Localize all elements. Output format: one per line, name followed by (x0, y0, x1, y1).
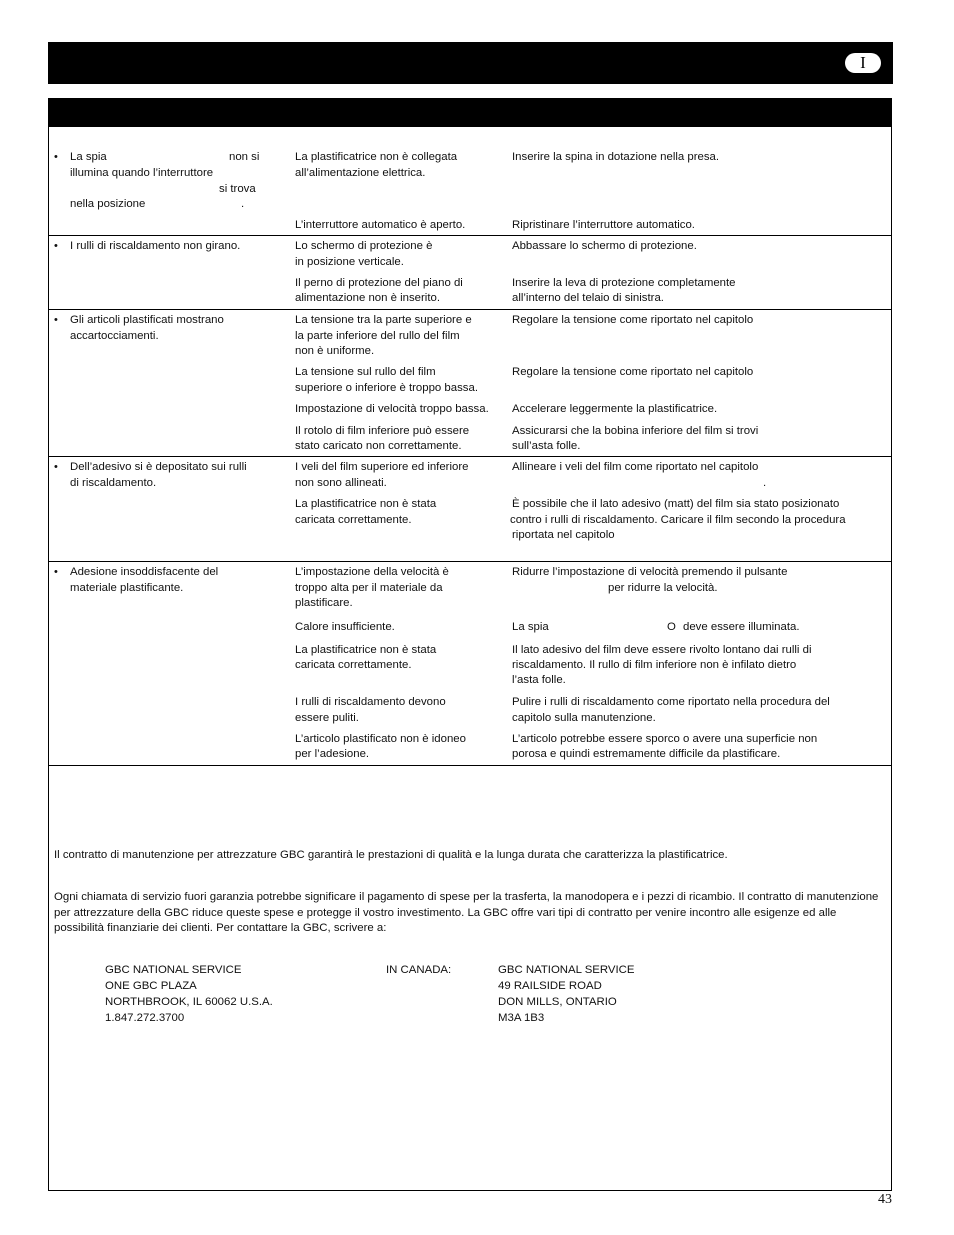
remedy-text: Regolare la tensione come riportato nel capitolo (512, 366, 754, 378)
address-us-line: GBC NATIONAL SERVICE (105, 964, 242, 976)
bullet-icon: • (54, 461, 58, 473)
cause-text: I veli del film superiore ed inferiore (295, 461, 469, 473)
cause-text: La tensione tra la parte superiore e (295, 314, 472, 326)
problem-text: illumina quando l’interruttore (70, 167, 214, 179)
cause-text: alimentazione non è inserito. (295, 292, 441, 304)
cause-text: caricata correttamente. (295, 659, 412, 671)
table-row (49, 561, 891, 766)
cause-text: Il rotolo di film inferiore può essere (295, 425, 470, 437)
cause-text: Lo schermo di protezione è (295, 240, 433, 252)
table-row (49, 235, 891, 310)
problem-text: Dell’adesivo si è depositato sui rulli (70, 461, 247, 473)
problem-text: Gli articoli plastificati mostrano (70, 314, 224, 326)
remedy-text: riportata nel capitolo (512, 529, 615, 541)
troubleshooting-frame (48, 98, 892, 1191)
remedy-text: riscaldamento. Il rullo di film inferiore non è infilato dietro (512, 659, 797, 671)
problem-text: I rulli di riscaldamento non girano. (70, 240, 241, 252)
cause-text: non è uniforme. (295, 345, 375, 357)
cause-text: stato caricato non correttamente. (295, 440, 462, 452)
cause-text: in posizione verticale. (295, 256, 404, 268)
problem-text: . (241, 198, 245, 210)
bullet-icon: • (54, 240, 58, 252)
cause-text: all’alimentazione elettrica. (295, 167, 426, 179)
remedy-text: Il lato adesivo del film deve essere rivolto lontano dai rulli di (512, 644, 812, 656)
remedy-text: . (763, 477, 767, 489)
remedy-text: Ridurre l’impostazione di velocità premendo il pulsante (512, 566, 788, 578)
remedy-text: La spia (512, 621, 549, 633)
remedy-text: Pulire i rulli di riscaldamento come riportato nella procedura del (512, 696, 830, 708)
language-badge: I (845, 53, 881, 73)
problem-text: di riscaldamento. (70, 477, 157, 489)
cause-text: L’interruttore automatico è aperto. (295, 219, 466, 231)
table-row (49, 309, 891, 457)
table-header-bar (49, 99, 891, 127)
remedy-text: Accelerare leggermente la plastificatrice. (512, 403, 718, 415)
address-us-line: ONE GBC PLAZA (105, 980, 197, 992)
remedy-text: all’interno del telaio di sinistra. (512, 292, 664, 304)
problem-text: si trova (219, 183, 256, 195)
problem-text: materiale plastificante. (70, 582, 184, 594)
cause-text: per l’adesione. (295, 748, 370, 760)
bullet-icon: • (54, 151, 58, 163)
address-ca-line: DON MILLS, ONTARIO (498, 996, 617, 1008)
bullet-icon: • (54, 314, 58, 326)
cause-text: La tensione sul rullo del film (295, 366, 436, 378)
remedy-text: contro i rulli di riscaldamento. Caricare il film secondo la procedura (510, 514, 846, 526)
remedy-text: per ridurre la velocità. (608, 582, 718, 594)
service-paragraph-2: Ogni chiamata di servizio fuori garanzia potrebbe significare il pagamento di spese per la trasferta, la manodopera e i pezzi di ricambio. Il contratto di manutenzione per attrezzature della GBC riduce queste spese e protegge il vostro investimento. La GBC offre vari tipi di contratto per venire incontro alle esigenze ed alle possibilità finanziarie dei clienti. Per contattare la GBC, scrivere a: (54, 891, 879, 935)
cause-text: caricata correttamente. (295, 514, 412, 526)
remedy-text: Assicurarsi che la bobina inferiore del film si trovi (512, 425, 759, 437)
power-symbol-icon: O (667, 621, 676, 633)
cause-text: Impostazione di velocità troppo bassa. (295, 403, 489, 415)
problem-text: nella posizione (70, 198, 146, 210)
remedy-text: deve essere illuminata. (683, 621, 800, 633)
remedy-text: l’asta folle. (512, 674, 566, 686)
cause-text: L’impostazione della velocità è (295, 566, 449, 578)
cause-text: La plastificatrice non è stata (295, 644, 437, 656)
remedy-text: L’articolo potrebbe essere sporco o avere una superficie non (512, 733, 818, 745)
cause-text: I rulli di riscaldamento devono (295, 696, 446, 708)
address-ca-line: 49 RAILSIDE ROAD (498, 980, 602, 992)
page-number: 43 (878, 1192, 892, 1207)
remedy-text: Ripristinare l’interruttore automatico. (512, 219, 695, 231)
cause-text: plastificare. (295, 597, 353, 609)
cause-text: la parte inferiore del rullo del film (295, 330, 460, 342)
cause-text: La plastificatrice non è collegata (295, 151, 458, 163)
address-ca-line: M3A 1B3 (498, 1012, 545, 1024)
cause-text: non sono allineati. (295, 477, 387, 489)
remedy-text: porosa e quindi estremamente difficile da plastificare. (512, 748, 781, 760)
address-us-phone: 1.847.272.3700 (105, 1012, 185, 1024)
address-ca-line: GBC NATIONAL SERVICE (498, 964, 635, 976)
cause-text: L’articolo plastificato non è idoneo (295, 733, 466, 745)
top-banner (48, 42, 893, 84)
remedy-text: Allineare i veli del film come riportato nel capitolo (512, 461, 759, 473)
problem-text: non si (229, 151, 260, 163)
address-us-line: NORTHBROOK, IL 60062 U.S.A. (105, 996, 273, 1008)
bullet-icon: • (54, 566, 58, 578)
remedy-text: Abbassare lo schermo di protezione. (512, 240, 697, 252)
table-row (49, 456, 891, 562)
address-canada-label: IN CANADA: (386, 964, 452, 976)
remedy-text: Regolare la tensione come riportato nel capitolo (512, 314, 754, 326)
remedy-text: capitolo sulla manutenzione. (512, 712, 656, 724)
remedy-text: Inserire la leva di protezione completamente (512, 277, 736, 289)
cause-text: essere puliti. (295, 712, 359, 724)
cause-text: troppo alta per il materiale da (295, 582, 443, 594)
problem-text: Adesione insoddisfacente del (70, 566, 219, 578)
remedy-text: Inserire la spina in dotazione nella presa. (512, 151, 720, 163)
remedy-text: È possibile che il lato adesivo (matt) del film sia stato posizionato (512, 498, 840, 510)
service-paragraph-1: Il contratto di manutenzione per attrezzature GBC garantirà le prestazioni di qualità e la lunga durata che caratterizza la plastificatrice. (54, 849, 728, 861)
cause-text: Il perno di protezione del piano di (295, 277, 463, 289)
cause-text: La plastificatrice non è stata (295, 498, 437, 510)
problem-text: accartocciamenti. (70, 330, 159, 342)
cause-text: Calore insufficiente. (295, 621, 395, 633)
cause-text: superiore o inferiore è troppo bassa. (295, 382, 478, 394)
problem-text: La spia (70, 151, 107, 163)
table-row (49, 127, 891, 236)
remedy-text: sull’asta folle. (512, 440, 581, 452)
